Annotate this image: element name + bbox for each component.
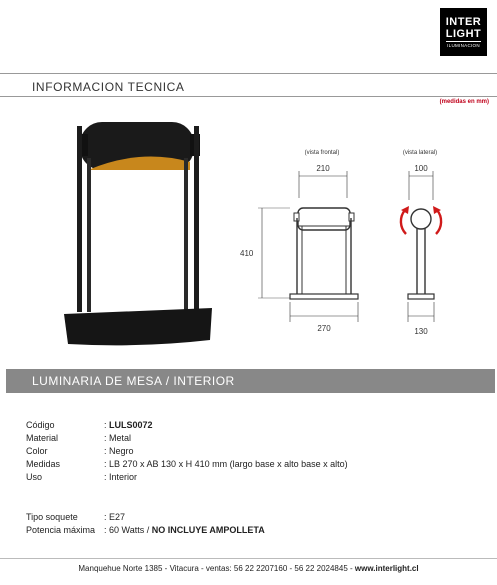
side-view-label: (vista lateral) bbox=[402, 150, 438, 156]
header-top-rule bbox=[0, 73, 497, 74]
spec-label: Código bbox=[26, 420, 55, 430]
front-view-label: (vista frontal) bbox=[304, 150, 340, 156]
logo-line-1: INTER bbox=[445, 16, 482, 28]
height-dim: 410 bbox=[240, 249, 254, 258]
spec-label: Uso bbox=[26, 472, 43, 482]
front-bottom-dim: 270 bbox=[317, 324, 331, 333]
spec-label: Material bbox=[26, 433, 59, 443]
spec-value: Negro bbox=[109, 446, 134, 456]
brand-logo bbox=[440, 8, 487, 56]
front-top-dim: 210 bbox=[316, 164, 330, 173]
footer-address: Manquehue Norte 1385 - Vitacura - ventas: 56 22 2207160 - 56 22 2024845 - bbox=[78, 564, 355, 573]
measure-note: (medidas en mm) bbox=[439, 99, 489, 105]
spec-value: LB 270 x AB 130 x H 410 mm (largo base x alto base x alto) bbox=[109, 459, 348, 469]
side-top-dim: 100 bbox=[414, 164, 428, 173]
product-category-band: LUMINARIA DE MESA / INTERIOR bbox=[6, 369, 495, 393]
footer-rule bbox=[0, 558, 497, 559]
spec-label: Medidas bbox=[26, 459, 61, 469]
spec-value: 60 Watts bbox=[109, 525, 145, 535]
footer-website-link[interactable]: www.interlight.cl bbox=[354, 564, 419, 573]
logo-line-3: ILUMINACION bbox=[447, 43, 480, 48]
spec-label: Color bbox=[26, 446, 48, 456]
spec-value: Interior bbox=[109, 472, 138, 482]
spec-value: Metal bbox=[109, 433, 132, 443]
technical-drawings bbox=[230, 140, 450, 340]
side-bottom-dim: 130 bbox=[414, 327, 428, 336]
spec-label: Tipo soquete bbox=[26, 512, 78, 522]
section-title: INFORMACION TECNICA bbox=[32, 80, 185, 94]
header-bottom-rule bbox=[0, 96, 497, 97]
product-image bbox=[60, 118, 220, 350]
spec-value-note: NO INCLUYE AMPOLLETA bbox=[151, 525, 265, 535]
spec-value-code: LULS0072 bbox=[109, 420, 153, 430]
spec-label: Potencia máxima bbox=[26, 525, 96, 535]
spec-value: E27 bbox=[109, 512, 126, 522]
logo-line-2: LIGHT bbox=[445, 28, 482, 40]
footer-contact bbox=[0, 564, 497, 573]
